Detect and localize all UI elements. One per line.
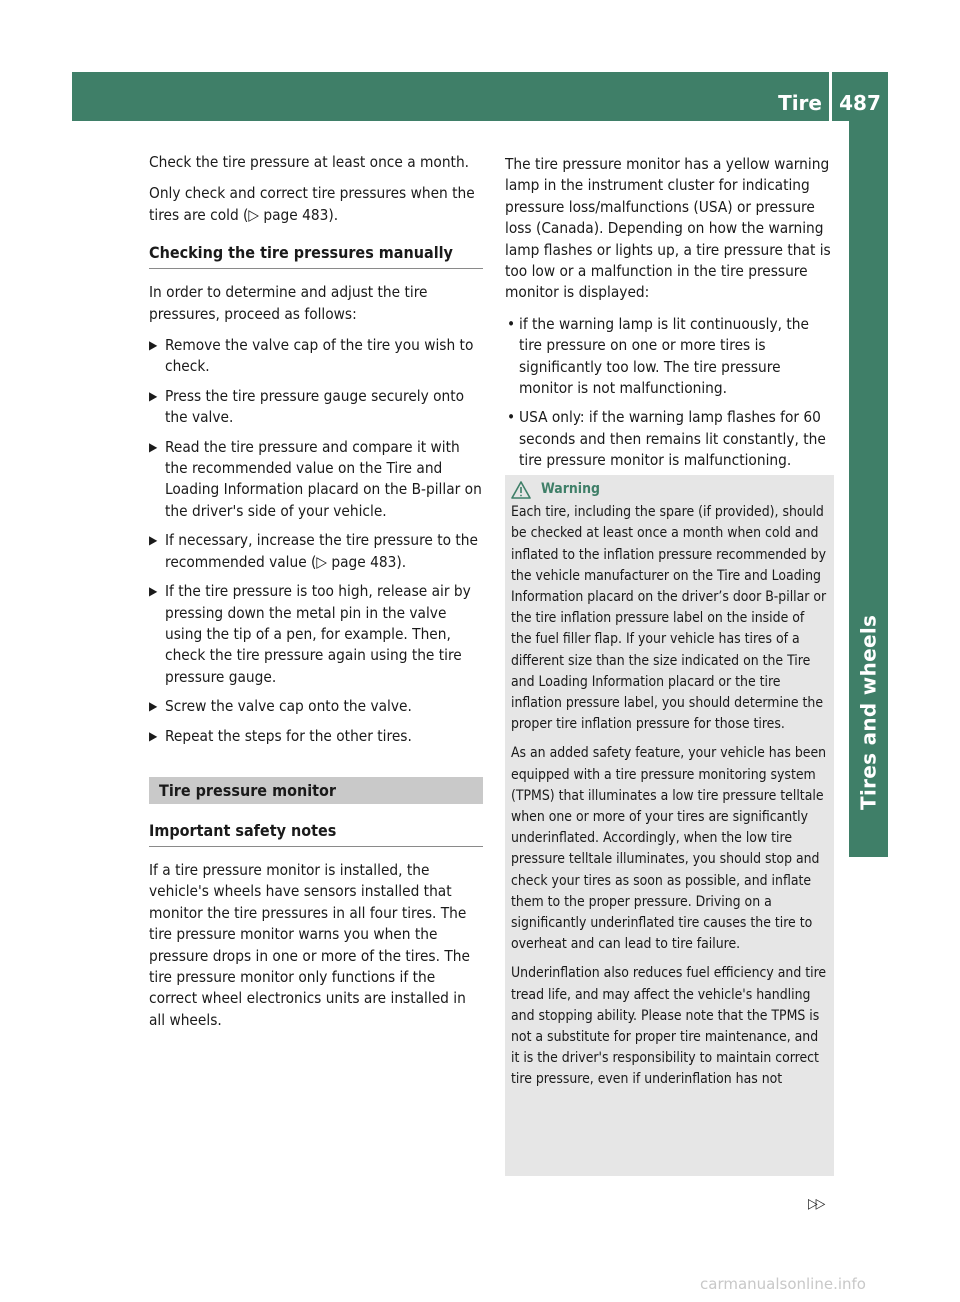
step-arrow-icon: ▶ — [149, 728, 158, 743]
manual-check-intro: In order to determine and adjust the tire pressures, proceed as follows: — [149, 283, 428, 323]
step-arrow-icon: ▶ — [149, 439, 158, 454]
step-item — [149, 581, 483, 688]
chapter-tab-marker — [849, 812, 888, 857]
bullet-dot-icon: • — [507, 408, 516, 427]
section-band: Tire pressure monitor — [149, 777, 483, 804]
step-item — [149, 335, 483, 378]
watermark: carmanualsonline.info — [700, 1275, 866, 1293]
step-text: Screw the valve cap onto the valve. — [165, 697, 412, 716]
safety-notes-text: If a tire pressure monitor is installed, the vehicle's wheels have sensors installed that monitor the tire pressures in all four tires. The tire pressure monitor warns you when the pressure drops in one or more of the tires. The tire pressure monitor only functions if the correct wheel electronics units are installed in all wheels. — [149, 860, 470, 1029]
step-item — [149, 530, 483, 573]
step-arrow-icon: ▶ — [149, 584, 158, 599]
warning-paragraph: As an added safety feature, your vehicle has been equipped with a tire pressure monitoring system (TPMS) that illuminates a low tire pressure telltale when one or more of your tires are significantly underinflated. Accordingly, when the low tire pressure telltale illuminates, you should stop and check your tires as soon as possible, and inflate them to the proper pressure. Driving on a significantly underinflated tire causes the tire to overheat and can lead to tire failure. — [511, 745, 827, 953]
step-text: Read the tire pressure and compare it with the recommended value on the Tire and Loading Information placard on the B-pillar on the driver's side of your vehicle. — [165, 437, 482, 520]
bullet-text: if the warning lamp is lit continuously, the tire pressure on one or more tires is significantly too low. The tire pressure monitor is not malfunctioning. — [519, 314, 809, 398]
intro-paragraph: Check the tire pressure at least once a month. — [149, 153, 470, 171]
left-column — [149, 152, 483, 1041]
step-text: Remove the valve cap of the tire you wish to check. — [165, 336, 474, 376]
warning-triangle-icon — [511, 481, 531, 499]
warning-title: Warning — [541, 481, 600, 497]
step-item — [149, 437, 483, 523]
continued-icon: ▷▷ — [808, 1196, 824, 1212]
step-item — [149, 386, 483, 429]
warning-paragraph: Each tire, including the spare (if provided), should be checked at least once a month when cold and inflated to the inflation pressure recommended by the vehicle manufacturer on the Tire and Loading Information placard on the driver’s door B-pillar or the tire inflation pressure label on the inside of the fuel filler flap. If your vehicle has tires of a different size than the size indicated on the Tire and Loading Information placard or the tire inflation pressure label, you should determine the proper tire inflation pressure for those tires. — [511, 504, 827, 733]
safety-notes-heading: Important safety notes — [149, 820, 483, 847]
step-text: Press the tire pressure gauge securely onto the valve. — [165, 386, 465, 427]
step-item — [149, 696, 483, 717]
bullet-item — [505, 314, 834, 400]
manual-check-heading: Checking the tire pressures manually — [149, 242, 483, 269]
warning-box — [505, 475, 834, 1176]
bullet-dot-icon: • — [507, 314, 516, 333]
bullet-text: USA only: if the warning lamp flashes for 60 seconds and then remains lit constantly, the tire pressure monitor is malfunctioning. — [519, 408, 826, 470]
step-arrow-icon: ▶ — [149, 338, 158, 353]
step-text: Repeat the steps for the other tires. — [165, 726, 412, 745]
intro-paragraph: Only check and correct tire pressures when the tires are cold (▷ page 483). — [149, 184, 475, 224]
step-arrow-icon: ▶ — [149, 699, 158, 714]
monitor-intro: The tire pressure monitor has a yellow warning lamp in the instrument cluster for indicating pressure loss/malfunctions (USA) or pressure loss (Canada). Depending on how the warning lamp flashes or lights up, a tire pressure that is too low or a malfunction in the tire pressure monitor is displayed: — [505, 155, 831, 302]
step-item — [149, 726, 483, 747]
step-text: If the tire pressure is too high, release air by pressing down the metal pin in the valve using the tip of a pen, for example. Then, check the tire pressure again using the tire pressure gauge. — [165, 582, 471, 686]
warning-paragraph: Underinflation also reduces fuel efficiency and tire tread life, and may affect the vehicle's handling and stopping ability. Please note that the TPMS is not a substitute for proper tire maintenance, and it is the driver's responsibility to maintain correct tire pressure, even if underinflation has not — [511, 965, 827, 1088]
page-number: 487 — [839, 91, 881, 115]
right-column — [505, 154, 834, 480]
chapter-tab-label: Tires and wheels — [856, 614, 881, 810]
step-text: If necessary, increase the tire pressure to the recommended value (▷ page 483). — [165, 531, 478, 571]
bullet-item — [505, 407, 834, 471]
warning-header — [511, 479, 828, 500]
step-arrow-icon: ▶ — [149, 388, 158, 403]
page-title: Tire pressure — [722, 91, 822, 141]
step-arrow-icon: ▶ — [149, 533, 158, 548]
